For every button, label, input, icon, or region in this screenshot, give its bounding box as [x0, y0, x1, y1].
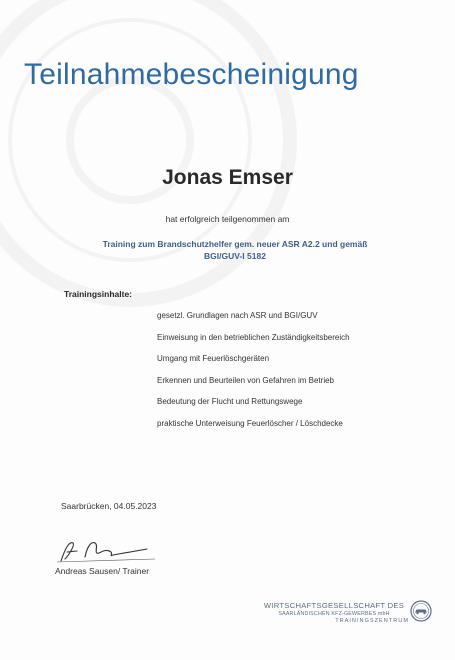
list-item: Erkennen und Beurteilen von Gefahren im Betrieb — [157, 375, 334, 385]
list-item: Umgang mit Feuerlöschgeräten — [157, 354, 270, 364]
training-title-line1: Training zum Brandschutzhelfer gem. neuer ASR A2.2 und gemäß — [102, 239, 368, 249]
watermark-seal-icon — [0, 0, 300, 310]
list-item: Einweisung in den betrieblichen Zuständigkeitsbereich — [157, 332, 350, 342]
completed-text: hat erfolgreich teilgenommen am — [165, 214, 290, 224]
place-date: Saarbrücken, 04.05.2023 — [61, 501, 157, 511]
contents-list — [157, 311, 350, 441]
organization-line2: SAARLÄNDISCHEN KFZ-GEWERBES mbH — [278, 611, 390, 617]
participant-name: Jonas Emser — [162, 166, 293, 189]
list-item: praktische Unterweisung Feuerlöscher / Löschdecke — [157, 418, 343, 428]
list-item: gesetzl. Grundlagen nach ASR und BGI/GUV — [157, 311, 318, 320]
certificate-title: Teilnahmebescheinigung — [24, 58, 359, 91]
list-item: Bedeutung der Flucht und Rettungswege — [157, 397, 303, 407]
organization-block — [259, 601, 409, 624]
training-title-line2: BGI/GUV-I 5182 — [204, 251, 266, 261]
car-emblem-logo-icon — [410, 600, 432, 622]
signer-name: Andreas Sausen/ Trainer — [55, 566, 150, 576]
organization-line1: WIRTSCHAFTSGESELLSCHAFT DES — [263, 601, 405, 610]
contents-label: Trainingsinhalte: — [64, 289, 133, 299]
training-title — [70, 238, 400, 262]
organization-line3: TRAININGSZENTRUM — [335, 618, 409, 624]
signature-icon — [55, 535, 165, 565]
